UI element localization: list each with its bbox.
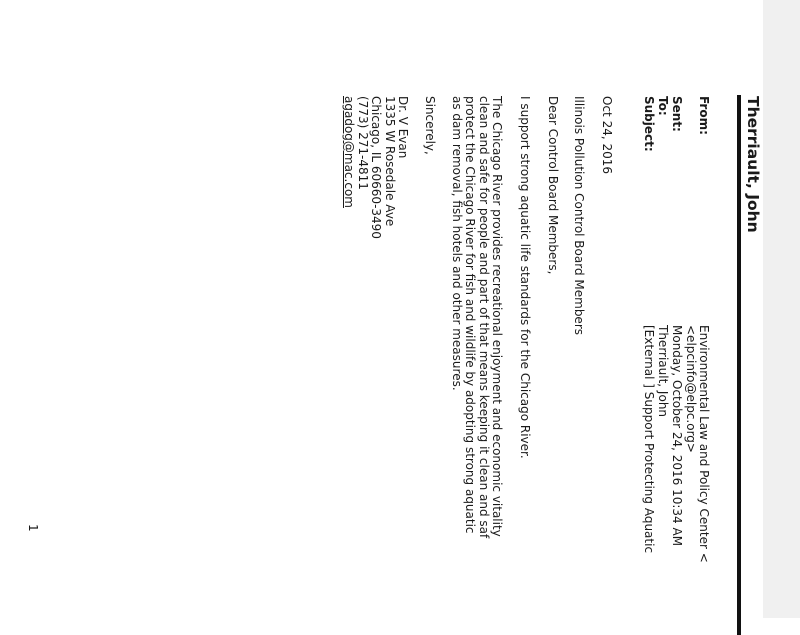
scan-margin [763, 0, 800, 618]
heading-rule [737, 95, 741, 635]
to-label: To: [656, 96, 670, 116]
subject-label: Subject: [642, 96, 656, 152]
letter-salutation: Dear Control Board Members, [546, 96, 560, 275]
letter-closing: Sincerely, [423, 96, 437, 155]
paragraph-line: as dam removal, fish hotels and other measures. [450, 96, 464, 391]
sender-name-heading: Therriault, John [744, 96, 762, 233]
sent-value: Monday, October 24, 2016 10:34 AM [670, 325, 684, 547]
paragraph-line: protect the Chicago River for fish and wildlife by adopting strong aquatic [463, 96, 477, 534]
subject-value: [External ] Support Protecting Aquatic [642, 325, 656, 554]
letter-statement: I support strong aquatic life standards for the Chicago River. [518, 96, 532, 459]
paragraph-line: clean and safe for people and part of that means keeping it clean and saf [477, 96, 491, 539]
from-value: Environmental Law and Policy Center < [697, 325, 711, 563]
signature-phone: (773) 271-4811 [356, 96, 370, 190]
paragraph-line: The Chicago River provides recreational enjoyment and economic vitality [490, 96, 504, 537]
sent-label: Sent: [670, 96, 684, 132]
from-email: <elpcinfo@elpc.org> [684, 325, 698, 453]
to-value: Therriault, John [656, 325, 670, 418]
letter-date: Oct 24, 2016 [600, 96, 614, 174]
page-number: 1 [26, 524, 40, 532]
letter-recipient: Illinois Pollution Control Board Members [572, 96, 586, 335]
signature-city: Chicago, IL 60660-3490 [369, 96, 383, 239]
signature-name: Dr. V Evan [396, 96, 410, 159]
signature-email-link[interactable]: agadog@mac.com [342, 96, 356, 208]
signature-street: 1335 W Rosedale Ave [383, 96, 397, 227]
from-label: From: [697, 96, 711, 135]
